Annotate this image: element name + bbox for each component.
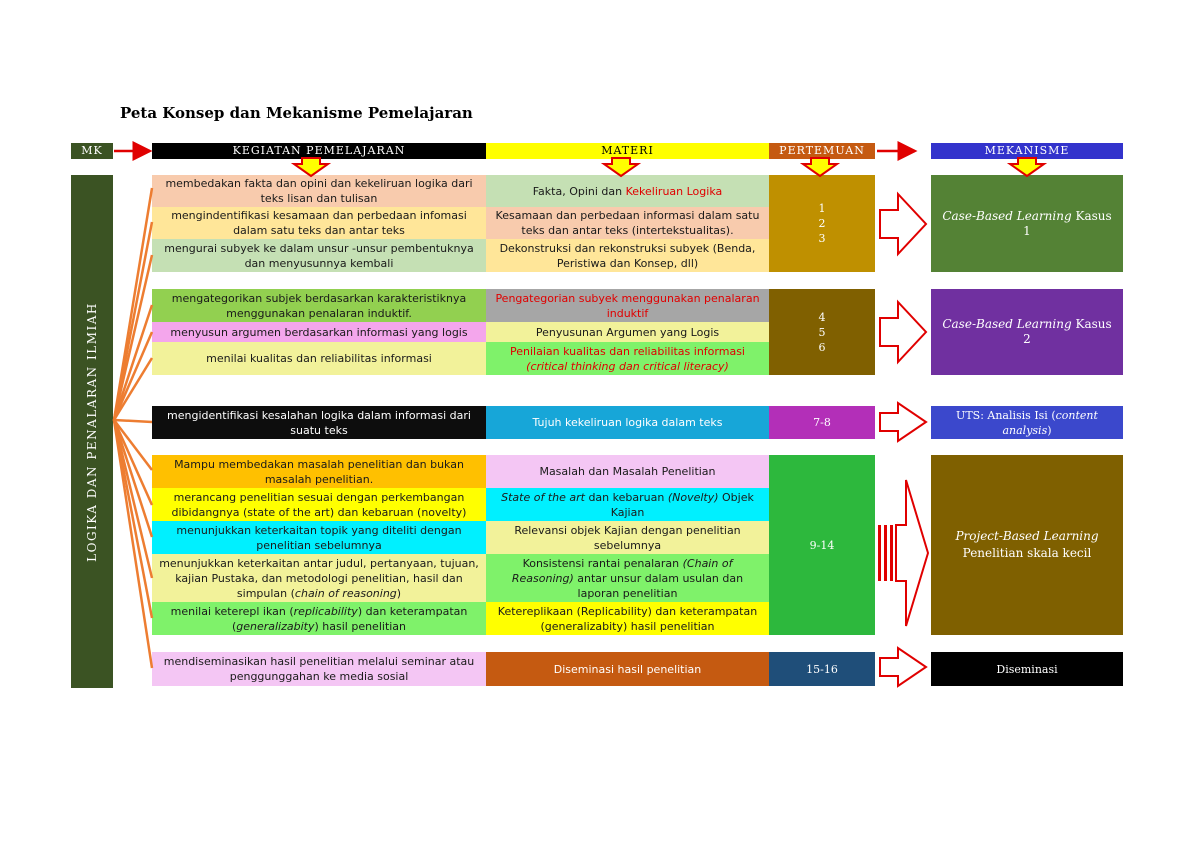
block-arrow-1 xyxy=(880,194,926,254)
down-arrow-mekanisme xyxy=(1010,158,1044,176)
page-title: Peta Konsep dan Mekanisme Pemelajaran xyxy=(120,104,473,122)
connector-5 xyxy=(114,332,152,420)
g1-materi-1: Fakta, Opini dan Kekeliruan Logika xyxy=(486,175,769,207)
g5-kegiatan: mendiseminasikan hasil penelitian melalui seminar atau penggunggahan ke media sosial xyxy=(152,652,486,686)
block-arrow-2 xyxy=(880,302,926,362)
g2-kegiatan-3: menilai kualitas dan reliabilitas informasi xyxy=(152,342,486,375)
connector-7 xyxy=(114,420,152,422)
header-materi: MATERI xyxy=(486,143,769,159)
g2-kegiatan-1: mengategorikan subjek berdasarkan karakteristiknya menggunakan penalaran induktif. xyxy=(152,289,486,322)
header-mekanisme: MEKANISME xyxy=(931,143,1123,159)
g1-kegiatan-2: mengindentifikasi kesamaan dan perbedaan infomasi dalam satu teks dan antar teks xyxy=(152,207,486,239)
g2-materi-1: Pengategorian subyek menggunakan penalaran induktif xyxy=(486,289,769,322)
g4-kegiatan-5: menilai keterepl ikan (replicability) dan keterampatan (generalizabity) hasil penelitian xyxy=(152,602,486,635)
g2-mekanisme: Case-Based Learning Kasus 2 xyxy=(931,289,1123,375)
vertical-label: LOGIKA DAN PENALARAN ILMIAH xyxy=(85,301,99,562)
g2-pertemuan: 4 5 6 xyxy=(769,289,875,375)
g3-pertemuan: 7-8 xyxy=(769,406,875,439)
block-arrow-4 xyxy=(878,480,928,626)
g2-materi-3: Penilaian kualitas dan reliabilitas informasi (critical thinking dan critical literacy) xyxy=(486,342,769,375)
g4-kegiatan-4: menunjukkan keterkaitan antar judul, pertanyaan, tujuan, kajian Pustaka, dan metodologi penelitian, hasil dan simpulan (chain of reasoning) xyxy=(152,554,486,602)
down-arrow-materi xyxy=(604,158,638,176)
header-kegiatan: KEGIATAN PEMELAJARAN xyxy=(152,143,486,159)
g4-materi-2: State of the art dan kebaruan (Novelty) Objek Kajian xyxy=(486,488,769,521)
g1-materi-3: Dekonstruksi dan rekonstruksi subyek (Benda, Peristiwa dan Konsep, dll) xyxy=(486,239,769,272)
g4-pertemuan: 9-14 xyxy=(769,455,875,635)
g1-kegiatan-1: membedakan fakta dan opini dan kekeliruan logika dari teks lisan dan tulisan xyxy=(152,175,486,207)
g2-materi-2: Penyusunan Argumen yang Logis xyxy=(486,322,769,342)
g4-kegiatan-3: menunjukkan keterkaitan topik yang diteliti dengan penelitian sebelumnya xyxy=(152,521,486,554)
connector-13 xyxy=(114,420,152,668)
block-arrow-5 xyxy=(880,648,926,686)
block-arrow-3 xyxy=(880,403,926,441)
down-arrow-kegiatan xyxy=(294,158,328,176)
g4-materi-5: Ketereplikaan (Replicability) dan keterampatan (generalizabity) hasil penelitian xyxy=(486,602,769,635)
g4-kegiatan-1: Mampu membedakan masalah penelitian dan bukan masalah penelitian. xyxy=(152,455,486,488)
g4-materi-3: Relevansi objek Kajian dengan penelitian sebelumnya xyxy=(486,521,769,554)
g1-pertemuan: 1 2 3 xyxy=(769,175,875,272)
g5-pertemuan: 15-16 xyxy=(769,652,875,686)
g2-kegiatan-2: menyusun argumen berdasarkan informasi yang logis xyxy=(152,322,486,342)
g1-mekanisme: Case-Based Learning Kasus 1 xyxy=(931,175,1123,272)
g3-mekanisme: UTS: Analisis Isi (content analysis) xyxy=(931,406,1123,439)
connector-3 xyxy=(114,255,152,420)
g4-mekanisme: Project-Based Learning Penelitian skala kecil xyxy=(931,455,1123,635)
g1-kegiatan-3: mengurai subyek ke dalam unsur -unsur pembentuknya dan menyusunnya kembali xyxy=(152,239,486,272)
header-mk: MK xyxy=(71,143,113,159)
header-pertemuan: PERTEMUAN xyxy=(769,143,875,159)
g3-kegiatan: mengidentifikasi kesalahan logika dalam informasi dari suatu teks xyxy=(152,406,486,439)
g5-mekanisme: Diseminasi xyxy=(931,652,1123,686)
g5-materi: Diseminasi hasil penelitian xyxy=(486,652,769,686)
g4-kegiatan-2: merancang penelitian sesuai dengan perkembangan dibidangnya (state of the art) dan kebaruan (novelty) xyxy=(152,488,486,521)
g4-materi-1: Masalah dan Masalah Penelitian xyxy=(486,455,769,488)
down-arrow-pertemuan xyxy=(803,158,837,176)
g3-materi: Tujuh kekeliruan logika dalam teks xyxy=(486,406,769,439)
g1-materi-2: Kesamaan dan perbedaan informasi dalam satu teks dan antar teks (intertekstualitas). xyxy=(486,207,769,239)
g4-materi-4: Konsistensi rantai penalaran (Chain of Reasoning) antar unsur dalam usulan dan laporan penelitian xyxy=(486,554,769,602)
